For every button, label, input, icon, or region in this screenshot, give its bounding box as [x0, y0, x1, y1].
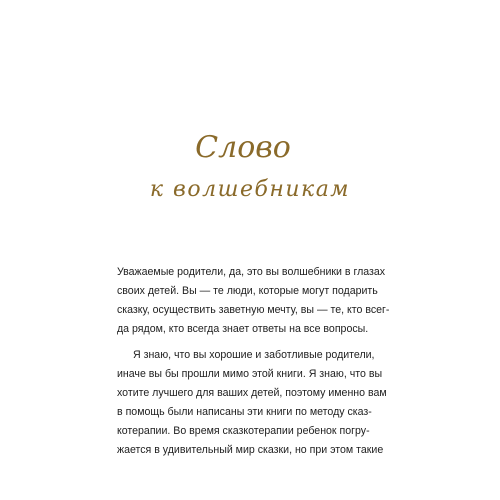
text-line: сказку, осуществить заветную мечту, вы — те, кто всег-	[117, 304, 390, 316]
chapter-title-line1: Слово	[195, 130, 291, 165]
body-text	[117, 263, 399, 460]
chapter-title-line2: к волшебникам	[149, 177, 351, 202]
text-line: да рядом, кто всегда знает ответы на все вопросы.	[117, 323, 369, 335]
chapter-heading	[0, 130, 500, 204]
text-line: Уважаемые родители, да, это вы волшебники в глазах	[117, 266, 386, 278]
paragraph-1	[117, 263, 399, 339]
text-line: в помощь были написаны эти книги по методу сказ-	[117, 406, 372, 418]
text-line: котерапии. Во время сказкотерапии ребенок погру-	[117, 425, 370, 437]
text-line: жается в удивительный мир сказки, но при этом такие	[117, 444, 384, 456]
text-line: своих детей. Вы — те люди, которые могут подарить	[117, 285, 378, 297]
paragraph-2	[117, 346, 399, 460]
text-line: иначе вы бы прошли мимо этой книги. Я знаю, что вы	[117, 368, 383, 380]
text-line: Я знаю, что вы хорошие и заботливые родители,	[133, 349, 375, 361]
text-line: хотите лучшего для ваших детей, поэтому именно вам	[117, 387, 387, 399]
